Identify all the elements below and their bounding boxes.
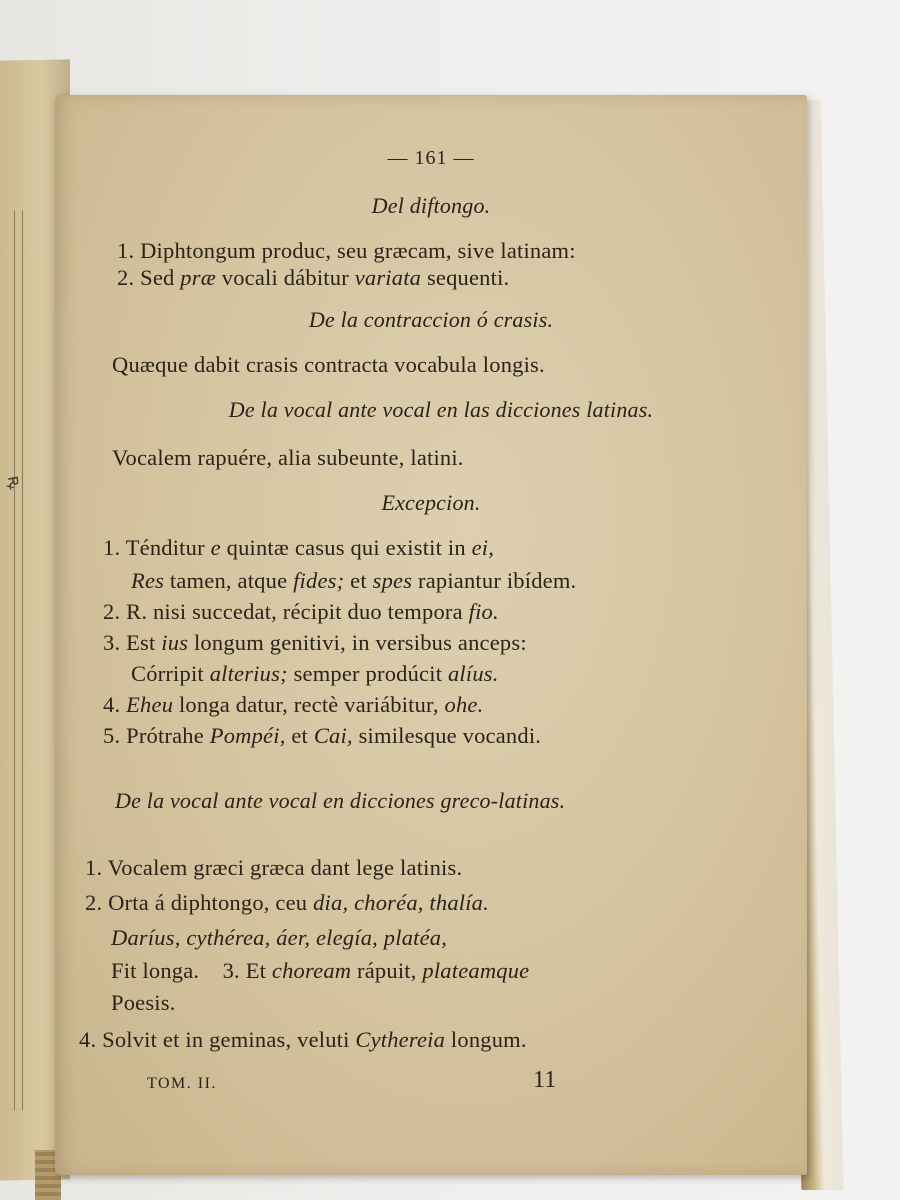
verse-line: Res tamen, atque fides; et spes rapiantur ibídem. <box>131 568 577 593</box>
heading-greco-latinas: De la vocal ante vocal en dicciones greco-latinas. <box>115 788 566 813</box>
heading-crasis: De la contraccion ó crasis. <box>308 307 554 332</box>
verse-line: 1. Vocalem græci græca dant lege latinis. <box>85 855 463 880</box>
signature-mark: TOM. II. <box>147 1075 217 1092</box>
verse-line: 2. Sed præ vocali dábitur variata sequenti. <box>117 265 510 290</box>
verse-line: Poesis. <box>111 990 176 1015</box>
signature-number: 11 <box>533 1067 557 1093</box>
verse-line: Fit longa. 3. Et choream rápuit, plateamque <box>111 958 530 983</box>
verse-line: Vocalem rapuére, alia subeunte, latini. <box>112 445 464 470</box>
verse-line: 4. Eheu longa datur, rectè variábitur, ohe. <box>103 692 484 717</box>
verse-line: 2. Orta á diphtongo, ceu dia, choréa, thalía. <box>85 890 489 915</box>
verse-line: 5. Prótrahe Pompéi, et Cai, similesque vocandi. <box>103 723 542 748</box>
verse-line: Córripit alterius; semper prodúcit alíus. <box>131 661 499 686</box>
verse-line: 1. Diphtongum produc, seu græcam, sive latinam: <box>117 238 576 263</box>
verse-line: 1. Ténditur e quintæ casus qui existit in ei, <box>103 535 495 560</box>
verse-line: 3. Est ius longum genitivi, in versibus anceps: <box>103 630 527 655</box>
book-page <box>55 95 807 1175</box>
heading-diptongo: Del diftongo. <box>371 193 491 218</box>
heading-excepcion: Excepcion. <box>381 490 481 515</box>
page-number: — 161 — <box>387 147 475 169</box>
heading-vocal-latinas: De la vocal ante vocal en las dicciones latinas. <box>228 397 654 422</box>
facing-page-glyph: ꝶ <box>3 473 26 491</box>
verse-line: 4. Solvit et in geminas, veluti Cythereia longum. <box>79 1027 527 1052</box>
verse-line: Daríus, cythérea, áer, elegía, platéa, <box>111 925 448 950</box>
facing-page-rule <box>14 210 15 1110</box>
verse-line: 2. R. nisi succedat, récipit duo tempora fio. <box>103 599 499 624</box>
facing-page-rule <box>22 210 23 1110</box>
verse-line: Quæque dabit crasis contracta vocabula longis. <box>112 352 545 377</box>
